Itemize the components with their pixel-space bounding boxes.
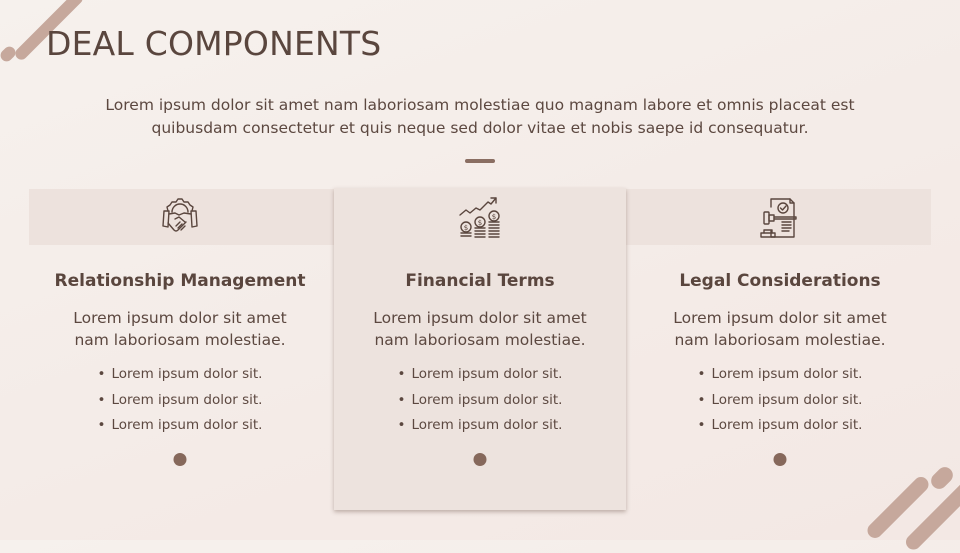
gavel-document-icon	[758, 195, 802, 239]
bullet-item: • Lorem ipsum dolor sit.	[330, 388, 630, 414]
column-title: Financial Terms	[405, 271, 555, 291]
column-dot	[174, 453, 187, 466]
bullet-item: • Lorem ipsum dolor sit.	[630, 413, 930, 439]
decorative-pill-bottom-right	[928, 464, 956, 492]
bullet-item: • Lorem ipsum dolor sit.	[30, 413, 330, 439]
column-dot	[474, 453, 487, 466]
bullet-item: • Lorem ipsum dolor sit.	[30, 362, 330, 388]
handshake-gear-icon	[158, 195, 202, 239]
svg-text:$: $	[491, 213, 497, 221]
svg-text:$: $	[477, 219, 483, 227]
bullet-list	[630, 362, 930, 439]
bullet-item: • Lorem ipsum dolor sit.	[630, 388, 930, 414]
decorative-pill-top-left	[0, 44, 18, 64]
column-title: Relationship Management	[54, 271, 306, 291]
bullet-item: • Lorem ipsum dolor sit.	[330, 413, 630, 439]
bullet-item: • Lorem ipsum dolor sit.	[30, 388, 330, 414]
bullet-item: • Lorem ipsum dolor sit.	[330, 362, 630, 388]
intro-paragraph: Lorem ipsum dolor sit amet nam laboriosam molestiae quo magnam labore et omnis placeat est quibusdam consectetur et quis neque sed dolor vitae et nobis saepe id consequatur.	[105, 96, 855, 137]
column-dot	[774, 453, 787, 466]
title-divider	[465, 159, 495, 163]
bullet-list	[330, 362, 630, 439]
svg-text:$: $	[463, 224, 469, 232]
coins-growth-chart-icon	[458, 195, 502, 239]
bullet-list	[30, 362, 330, 439]
slide-title: DEAL COMPONENTS	[46, 24, 382, 63]
column-title: Legal Considerations	[679, 271, 881, 291]
column-description: Lorem ipsum dolor sit amet nam laboriosam molestiae.	[73, 309, 287, 349]
bullet-item: • Lorem ipsum dolor sit.	[630, 362, 930, 388]
column-description: Lorem ipsum dolor sit amet nam laboriosam molestiae.	[373, 309, 587, 349]
column-description: Lorem ipsum dolor sit amet nam laboriosam molestiae.	[673, 309, 887, 349]
